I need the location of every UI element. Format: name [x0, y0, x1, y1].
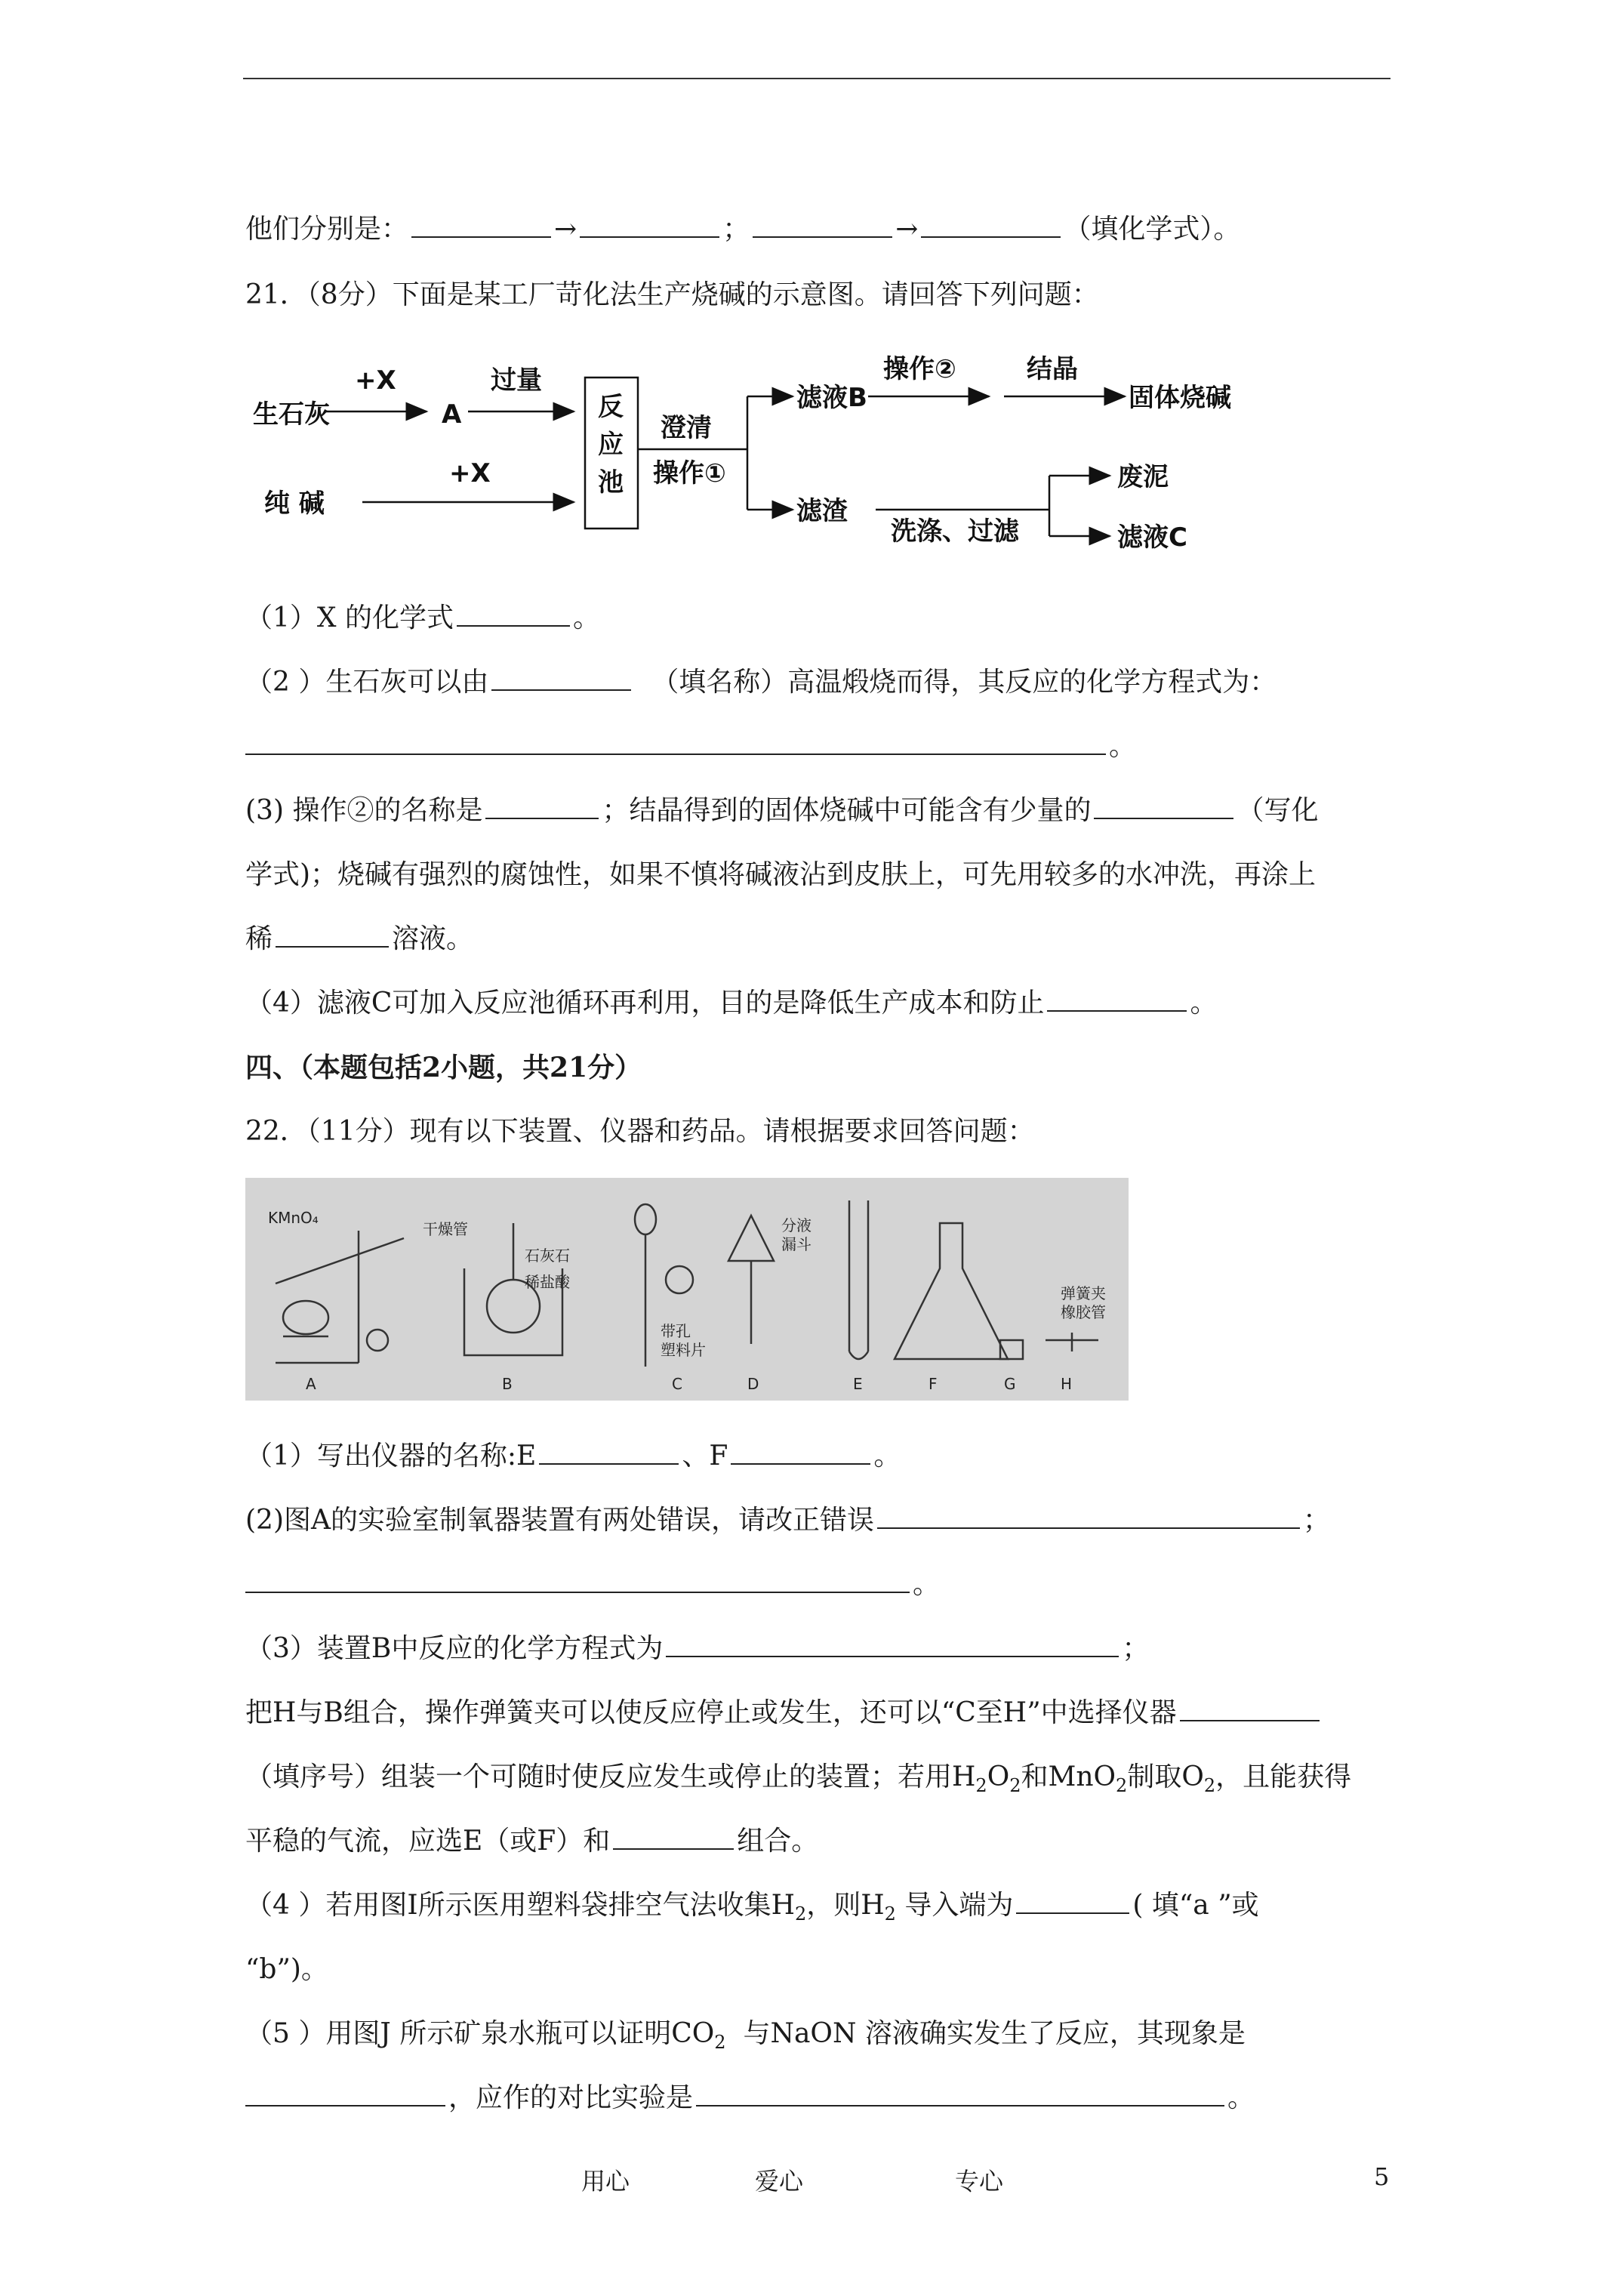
header-rule — [243, 78, 1390, 79]
flow-xidi: 洗涤、过滤 — [891, 516, 1019, 547]
q22-p3: （3）装置B中反应的化学方程式为 ； — [245, 1633, 1150, 1664]
q22-title: 22．（11分）现有以下装置、仪器和药品。请根据要求回答问题： — [245, 1116, 1035, 1147]
label-D: D — [747, 1375, 759, 1393]
label-ganzao: 干燥管 — [423, 1220, 468, 1238]
label-fenye2: 漏斗 — [781, 1235, 812, 1253]
q21-p1: （1）X 的化学式 。 — [245, 603, 600, 633]
flow-op1: 操作① — [653, 458, 726, 488]
flow-lvzha: 滤渣 — [796, 496, 848, 526]
label-A: A — [306, 1375, 316, 1393]
q22-p3-d: 平稳的气流，应选E（或F）和 组合。 — [245, 1826, 819, 1857]
label-H: H — [1061, 1375, 1073, 1393]
answer-line-chem: 他们分别是： → ； → （填化学式）。 — [245, 214, 1241, 245]
q21-p3: (3) 操作②的名称是 ；结晶得到的固体烧碱中可能含有少量的 （写化 — [245, 795, 1319, 826]
q22-p3-c: （填序号）组装一个可随时使反应发生或停止的装置；若用$H_2O_2$和MnO$_2$制取$O_2$，且能获得 — [245, 1761, 1352, 1797]
label-E: E — [853, 1375, 863, 1393]
footer-yongxin: 用心 — [581, 2167, 630, 2196]
label-tanhuang1: 弹簧夹 — [1061, 1284, 1106, 1302]
q21-p2: （2 ）生石灰可以由 （填名称）高温煅烧而得，其反应的化学方程式为： — [245, 667, 1277, 698]
q21-title: 21．（8分）下面是某工厂苛化法生产烧碱的示意图。请回答下列问题： — [245, 279, 1099, 310]
apparatus-photo — [245, 1178, 1129, 1401]
label-xiyan: 稀盐酸 — [525, 1273, 570, 1291]
label-tanhuang2: 橡胶管 — [1061, 1303, 1106, 1321]
q21-p3-b: 学式)；烧碱有强烈的腐蚀性，如果不慎将碱液沾到皮肤上，可先用较多的水冲洗，再涂上 — [245, 859, 1317, 890]
label-fenye1: 分液 — [781, 1216, 812, 1234]
flow-plusx2: +X — [449, 458, 491, 488]
flow-pool2: 应 — [598, 430, 624, 460]
page-number: 5 — [1374, 2162, 1390, 2191]
q22-p3-b: 把H与B组合，操作弹簧夹可以使反应停止或发生，还可以“C至H”中选择仪器 — [245, 1695, 1323, 1731]
q21-p3-c: 稀 溶液。 — [245, 923, 474, 954]
label-daikong1: 带孔 — [661, 1322, 691, 1340]
flow-guoliang: 过量 — [491, 365, 542, 396]
q22-p4-b: “b”)。 — [245, 1954, 328, 1985]
q22-p5: （5 ）用图J 所示矿泉水瓶可以证明$CO_2$ 与NaON 溶液确实发生了反应，其现象是 — [245, 2018, 1246, 2054]
section-4-heading: 四、（本题包括2小题，共21分） — [245, 1052, 642, 1083]
flow-lvyeC: 滤液C — [1117, 522, 1187, 553]
flow-chunjian: 纯 碱 — [264, 488, 325, 519]
q21-p4: （4）滤液C可加入反应池循环再利用，目的是降低生产成本和防止 。 — [245, 988, 1218, 1019]
flow-feini: 废泥 — [1117, 462, 1169, 492]
q22-p5-b: ，应作的对比实验是 。 — [245, 2080, 1255, 2116]
flow-lvyeB: 滤液B — [796, 383, 867, 413]
flow-chengqing: 澄清 — [661, 413, 712, 443]
flow-A: A — [442, 399, 462, 430]
label-B: B — [502, 1375, 513, 1393]
label-C: C — [672, 1375, 682, 1393]
footer-aixin: 爱心 — [755, 2167, 804, 2196]
label-daikong2: 塑料片 — [661, 1341, 706, 1359]
q22-p2-line: 。 — [245, 1567, 940, 1603]
flow-jiejing: 结晶 — [1027, 355, 1078, 384]
footer-zhuanxin: 专心 — [955, 2167, 1004, 2196]
flow-pool3: 池 — [598, 467, 624, 498]
label-shihui: 石灰石 — [525, 1247, 570, 1265]
flow-pool1: 反 — [598, 392, 624, 422]
q21-p2-line: 。 — [245, 729, 1136, 765]
flow-op2: 操作② — [883, 355, 956, 384]
flow-plusx1: +X — [355, 365, 396, 396]
q22-p4: （4 ）若用图I所示医用塑料袋排空气法收集$H_2$，则$H_2$ 导入端为 ( 填“a ”或 — [245, 1890, 1259, 1925]
flow-shenghui: 生石灰 — [253, 399, 330, 430]
label-G: G — [1004, 1375, 1016, 1393]
label-kmno4: KMnO₄ — [268, 1209, 319, 1227]
flow-guti: 固体烧碱 — [1129, 383, 1231, 413]
label-F: F — [929, 1375, 938, 1393]
process-flow-diagram — [249, 355, 1253, 566]
q22-p1: （1）写出仪器的名称:E 、F 。 — [245, 1441, 901, 1472]
q22-p2: (2)图A的实验室制氧器装置有两处错误，请改正错误 ； — [245, 1505, 1331, 1536]
